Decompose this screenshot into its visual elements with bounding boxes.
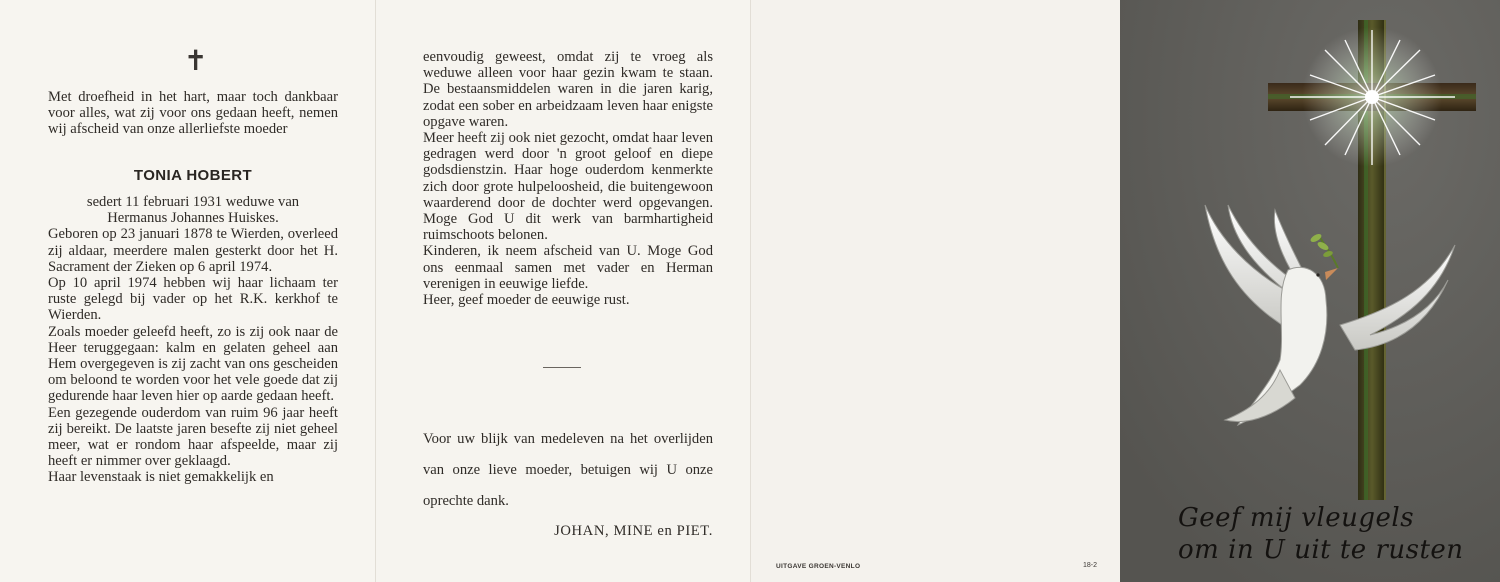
life-task-paragraph: Haar levenstaak is niet gemakkelijk en [48, 469, 274, 486]
cover-illustration [1120, 0, 1500, 582]
faith-paragraph: Meer heeft zij ook niet gezocht, omdat haar leven gedragen werd door 'n groot geloof en diepe godsdienstzin. Haar hoge ouderdom kenmerkte zich door grote hulpeloosheid, die buitengewoon waarderend door de dochter werd opgevangen. Moge God U dit werk van barmhartigheid ruimschoots belonen. [423, 130, 713, 244]
cross-icon: ✝ [184, 44, 208, 77]
signers: JOHAN, MINE en PIET. [554, 523, 713, 539]
life-paragraph: Zoals moeder geleefd heeft, zo is zij ook naar de Heer teruggegaan: kalm en gelaten geheel aan Hem overgegeven is zij zacht van ons gescheiden om beloond te worden voor het vele goede dat zij gedurende haar leven hier op aarde gedaan heeft. [48, 323, 338, 405]
motto-line: om in U uit te rusten [1178, 535, 1464, 565]
panel-center-right [750, 0, 1120, 582]
widow-line: sedert 11 februari 1931 weduwe van [86, 194, 300, 210]
intro-paragraph: Met droefheid in het hart, maar toch dankbaar voor alles, wat zij voor ons gedaan heeft, nemen wij afscheid van onze allerliefste moeder [48, 89, 338, 138]
column-1-text [48, 89, 338, 138]
card-code: 18-2 [1083, 562, 1098, 569]
publisher-imprint: UITGAVE GROEN-VENLO [776, 563, 861, 570]
widow-line: Hermanus Johannes Huiskes. [107, 210, 279, 227]
birth-death-paragraph: Geboren op 23 januari 1878 te Wierden, overleed zij aldaar, meerdere malen gesterkt door het H. Sacrament der Zieken op 6 april 1974. [48, 226, 338, 275]
burial-paragraph: Op 10 april 1974 hebben wij haar lichaam ter ruste gelegd bij vader op het R.K. kerkhof te Wierden. [48, 275, 338, 324]
thanks-paragraph: Voor uw blijk van medeleven na het overlijden van onze lieve moeder, betuigen wij U onze oprechte dank. [423, 431, 713, 509]
thanks-text [423, 424, 713, 517]
cover-motto [1178, 502, 1478, 566]
farewell-paragraph: Kinderen, ik neem afscheid van U. Moge God ons eenmaal samen met vader en Herman verenigen in eeuwige liefde. [423, 243, 713, 292]
deceased-name: TONIA HOBERT [133, 167, 253, 184]
old-age-paragraph: Een gezegende ouderdom van ruim 96 jaar heeft zij bereikt. De laatste jaren besefte zij niet geheel meer, wat er rondom haar afspeelde, maar zij heeft er nimmer over geklaagd. [48, 404, 338, 470]
column-2-text [423, 49, 713, 308]
fold-line [750, 0, 751, 582]
motto-line: Geef mij vleugels [1178, 503, 1415, 533]
column-1-body [48, 194, 338, 486]
prayer-line: Heer, geef moeder de eeuwige rust. [423, 292, 630, 309]
fold-line [375, 0, 376, 582]
simple-life-paragraph: eenvoudig geweest, omdat zij te vroeg als weduwe alleen voor haar gezin kwam te staan. De bestaansmiddelen waren in die jaren karig, zodat een sober en arbeidzaam leven haar enigste opgave waren. [423, 49, 713, 130]
divider [543, 367, 581, 368]
